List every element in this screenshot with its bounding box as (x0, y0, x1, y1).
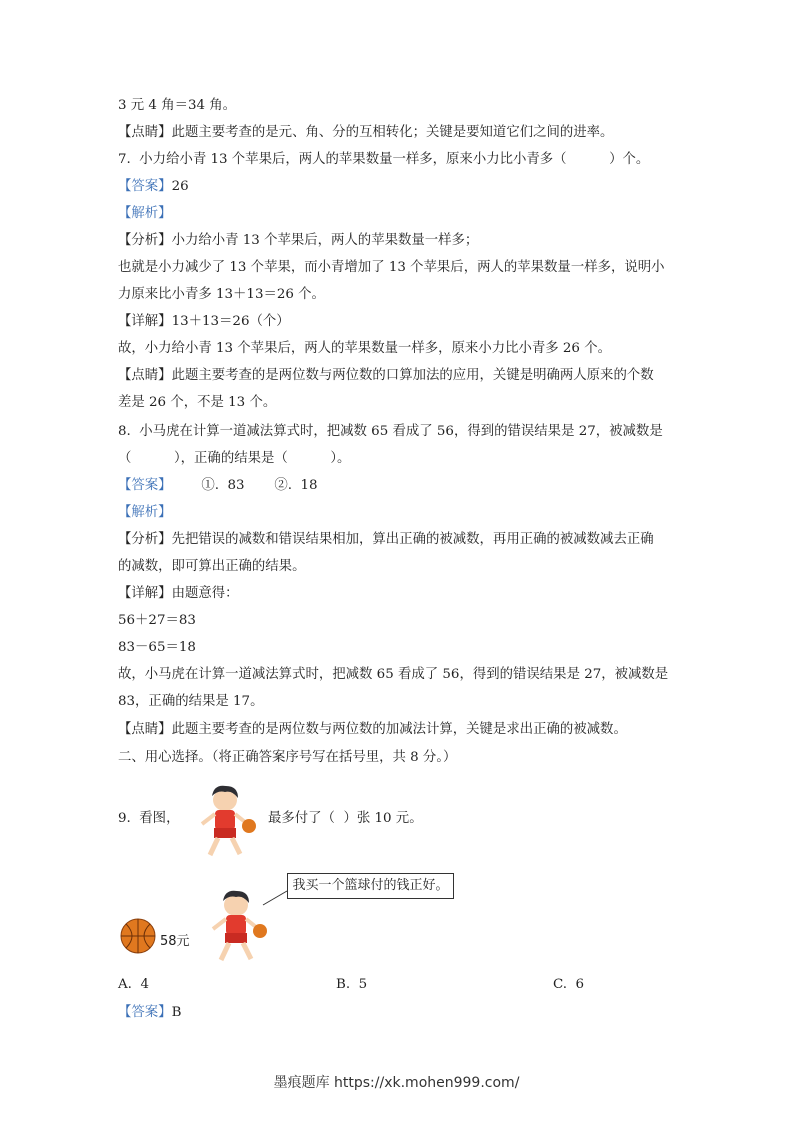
basketball-icon (119, 917, 157, 955)
q8-analysis-tag: 【解析】 (118, 505, 172, 520)
tip-line (118, 124, 613, 142)
question-8-line2: （ ），正确的结果是（ ）。 (118, 451, 351, 466)
q8-equation-2: 83－65＝18 (118, 640, 196, 655)
answer-tag: 【答案】 (118, 478, 172, 493)
boy-basketball-image-2 (200, 885, 272, 965)
question-9-text: 最多付了（ ）张 10 元。 (268, 811, 423, 826)
q7-analysis-tag: 【解析】 (118, 206, 172, 221)
analysis-tag: 【分析】 (118, 532, 172, 547)
q7-answer (118, 178, 189, 196)
tip-text: 此题主要考查的是两位数与两位数的口算加法的应用，关键是明确两人原来的个数 (171, 368, 654, 383)
boy-basketball-image (190, 780, 260, 860)
tip-tag: 【点睛】 (118, 368, 172, 383)
option-a: A. 4 (118, 977, 149, 992)
q8-detail (118, 585, 239, 603)
q7-analysis-line3: 力原来比小青多 13＋13＝26 个。 (118, 287, 325, 302)
detail-text: 13＋13＝26（个） (171, 314, 290, 329)
q9-answer (118, 1004, 181, 1022)
line-conversion: 3 元 4 角＝34 角。 (118, 98, 237, 113)
q7-conclusion: 故，小力给小青 13 个苹果后，两人的苹果数量一样多，原来小力比小青多 26 个。 (118, 341, 611, 356)
tip-tag: 【点睛】 (118, 125, 172, 140)
q8-analysis-line2: 的减数，即可算出正确的结果。 (118, 559, 306, 574)
q8-answer (118, 477, 318, 495)
footer-watermark: 墨痕题库 https://xk.mohen999.com/ (273, 1075, 520, 1091)
section-2-heading: 二、用心选择。（将正确答案序号写在括号里，共 8 分。） (118, 750, 457, 765)
q7-analysis (118, 232, 478, 250)
tip-tag: 【点睛】 (118, 722, 172, 737)
question-7: 7. 小力给小青 13 个苹果后，两人的苹果数量一样多，原来小力比小青多（ ）个。 (118, 152, 650, 167)
detail-tag: 【详解】 (118, 586, 172, 601)
option-c: C. 6 (553, 977, 585, 992)
tip-text: 此题主要考查的是元、角、分的互相转化；关键是要知道它们之间的进率。 (171, 125, 614, 140)
question-9-prefix: 9. 看图， (118, 811, 180, 826)
detail-tag: 【详解】 (118, 314, 172, 329)
detail-text: 由题意得： (171, 586, 239, 601)
answer-value: B (171, 1005, 182, 1020)
answer-value: ①. 83 ②. 18 (171, 478, 318, 493)
q8-conclusion-line2: 83，正确的结果是 17。 (118, 694, 264, 709)
q8-analysis (118, 531, 654, 549)
answer-tag: 【答案】 (118, 179, 172, 194)
analysis-text: 先把错误的减数和错误结果相加，算出正确的被减数，再用正确的被减数减去正确 (171, 532, 654, 547)
q8-equation-1: 56＋27＝83 (118, 613, 196, 628)
q7-analysis-line2: 也就是小力减少了 13 个苹果，而小青增加了 13 个苹果后，两人的苹果数量一样多，说明小 (118, 260, 665, 275)
question-8: 8. 小马虎在计算一道减法算式时，把减数 65 看成了 56，得到的错误结果是 27，被减数是 (118, 424, 663, 439)
option-b: B. 5 (336, 977, 368, 992)
basketball-price: 58元 (160, 934, 190, 949)
analysis-text: 小力给小青 13 个苹果后，两人的苹果数量一样多； (171, 233, 479, 248)
q8-conclusion: 故，小马虎在计算一道减法算式时，把减数 65 看成了 56，得到的错误结果是 27，被减数是 (118, 667, 669, 682)
speech-bubble: 我买一个篮球付的钱正好。 (287, 873, 454, 899)
answer-value: 26 (171, 179, 189, 194)
q7-tip (118, 367, 654, 385)
answer-tag: 【答案】 (118, 1005, 172, 1020)
q7-detail (118, 313, 290, 331)
q8-tip (118, 721, 627, 739)
analysis-tag: 【分析】 (118, 233, 172, 248)
q7-tip-line2: 差是 26 个，不是 13 个。 (118, 395, 277, 410)
tip-text: 此题主要考查的是两位数与两位数的加减法计算，关键是求出正确的被减数。 (171, 722, 627, 737)
